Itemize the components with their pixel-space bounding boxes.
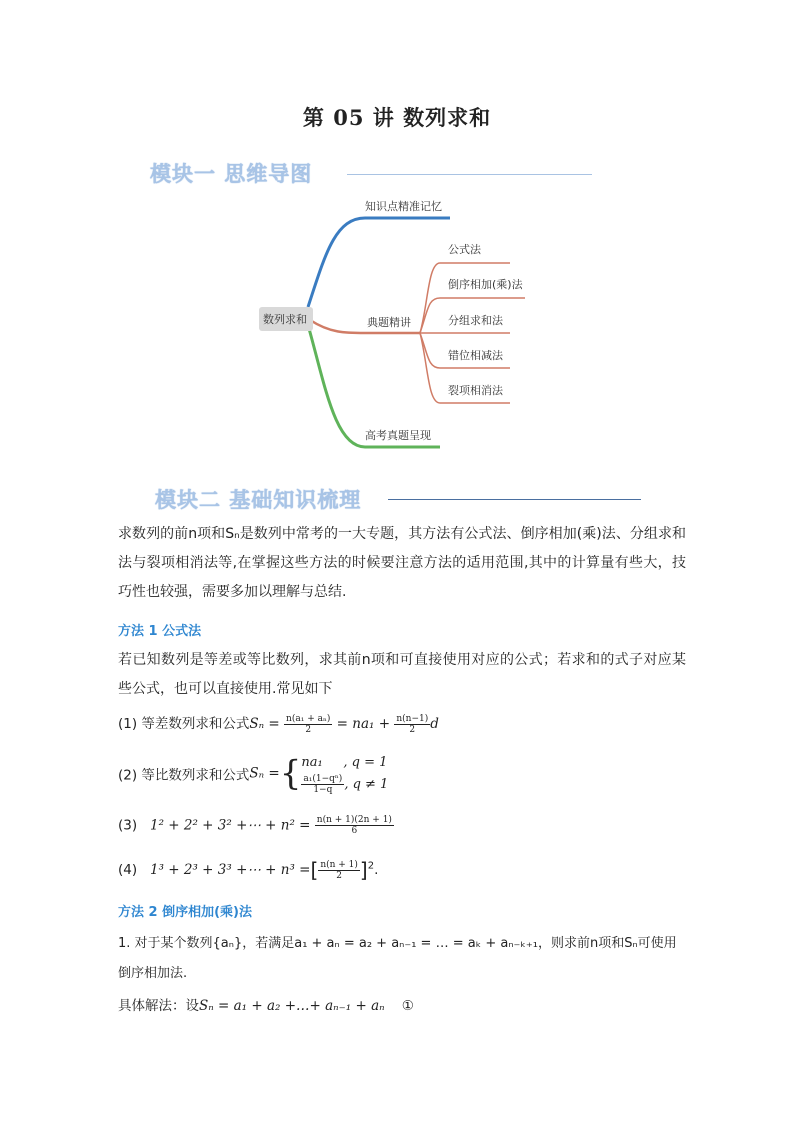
formula-1-tail: d bbox=[430, 716, 439, 732]
formula-4-tail: . bbox=[374, 862, 379, 878]
mind-map bbox=[250, 185, 550, 455]
formula-4-frac: $\frac{n(n + 1)}{2}$ bbox=[320, 859, 358, 881]
mindmap-method-3: 分组求和法 bbox=[448, 314, 503, 327]
mindmap-root: 数列求和 bbox=[263, 313, 307, 326]
equation-marker: ① bbox=[401, 998, 414, 1014]
formula-1 bbox=[118, 712, 439, 735]
formula-1-lhs: Sₙ = bbox=[249, 716, 280, 732]
module-heading-mindmap: 模块一 思维导图 bbox=[150, 162, 313, 186]
mindmap-branch-mid: 典题精讲 bbox=[367, 316, 411, 329]
mindmap-branch-bottom: 高考真题呈现 bbox=[365, 429, 431, 442]
formula-1-frac2: $\frac{n(n-1)}{2}$ bbox=[396, 713, 429, 735]
mindmap-branch-top: 知识点精准记忆 bbox=[365, 200, 442, 213]
method-1-text: 若已知数列是等差或等比数列，求其前n项和可直接使用对应的公式；若求和的式子对应某些公式，也可以直接使用.常见如下 bbox=[118, 652, 686, 697]
method-2-line-3 bbox=[118, 994, 414, 1014]
formula-4: (4) 1³ + 2³ + 3³ +⋯ + n³ =[ $\frac{n(n + 1)}{2}$ ]$^2$. bbox=[118, 858, 379, 882]
formula-3-lhs: 1² + 2² + 3² +⋯ + n² = bbox=[150, 817, 311, 834]
formula-2-lhs: Sₙ = bbox=[249, 765, 280, 782]
module-heading-basics: 模块二 基础知识梳理 bbox=[155, 488, 362, 512]
method-2-line-2: 倒序相加法. bbox=[118, 966, 188, 981]
page-title: 第 05 讲 数列求和 bbox=[302, 105, 492, 130]
intro-paragraph: 求数列的前n项和Sₙ是数列中常考的一大专题，其方法有公式法、倒序相加(乘)法、分组求和法与裂项相消法等,在掌握这些方法的时候要注意方法的适用范围,其中的计算量有些大，技巧性也较强，需要多加以理解与总结. bbox=[118, 526, 686, 600]
formula-2-case1: na₁ bbox=[301, 755, 323, 770]
method-2-heading: 方法 2 倒序相加(乘)法 bbox=[118, 905, 252, 920]
heading-rule bbox=[388, 499, 641, 500]
method-1-heading: 方法 1 公式法 bbox=[118, 624, 202, 639]
mindmap-method-5: 裂项相消法 bbox=[448, 384, 503, 397]
formula-1-label: (1) 等差数列求和公式 bbox=[118, 716, 250, 732]
formula-2-case2: $\frac{\text{a₁(1−qⁿ)}}{1-q}$ bbox=[303, 774, 343, 795]
formula-2-cond2: , q ≠ 1 bbox=[344, 777, 389, 792]
method-2-line-1: 1. 对于某个数列{aₙ}，若满足a₁ + aₙ = a₂ + aₙ₋₁ = … = aₖ + aₙ₋ₖ₊₁，则求前n项和Sₙ可使用 bbox=[118, 936, 677, 951]
mindmap-method-1: 公式法 bbox=[448, 243, 481, 256]
formula-3-label: (3) bbox=[118, 817, 138, 834]
mindmap-method-2: 倒序相加(乘)法 bbox=[448, 278, 523, 291]
formula-3-frac: $\frac{n(n + 1)(2n + 1)}{6}$ bbox=[316, 815, 392, 836]
formula-2-cond1: , q = 1 bbox=[343, 755, 388, 770]
method-2-line-3-label: 具体解法：设 bbox=[118, 998, 199, 1014]
formula-2: (2) 等比数列求和公式Sₙ ={ na₁ , q = 1 $\frac{\text{a₁(1−qⁿ)}}{1-q}$ , q ≠ 1 bbox=[118, 753, 389, 795]
formula-1-frac1: $\frac{\text{n(a₁ + aₙ)}}{2}$ bbox=[286, 713, 331, 735]
mindmap-method-4: 错位相减法 bbox=[448, 349, 503, 362]
method-2-line-3-math: Sₙ = a₁ + a₂ +…+ aₙ₋₁ + aₙ bbox=[199, 998, 385, 1014]
heading-rule bbox=[347, 174, 592, 175]
formula-1-mid: = na₁ + bbox=[336, 716, 391, 732]
formula-4-lhs: 1³ + 2³ + 3³ +⋯ + n³ = bbox=[150, 862, 311, 878]
branch-line-top bbox=[308, 218, 450, 307]
formula-2-label: (2) 等比数列求和公式 bbox=[118, 767, 250, 784]
formula-3 bbox=[118, 815, 394, 836]
formula-4-label: (4) bbox=[118, 862, 138, 878]
